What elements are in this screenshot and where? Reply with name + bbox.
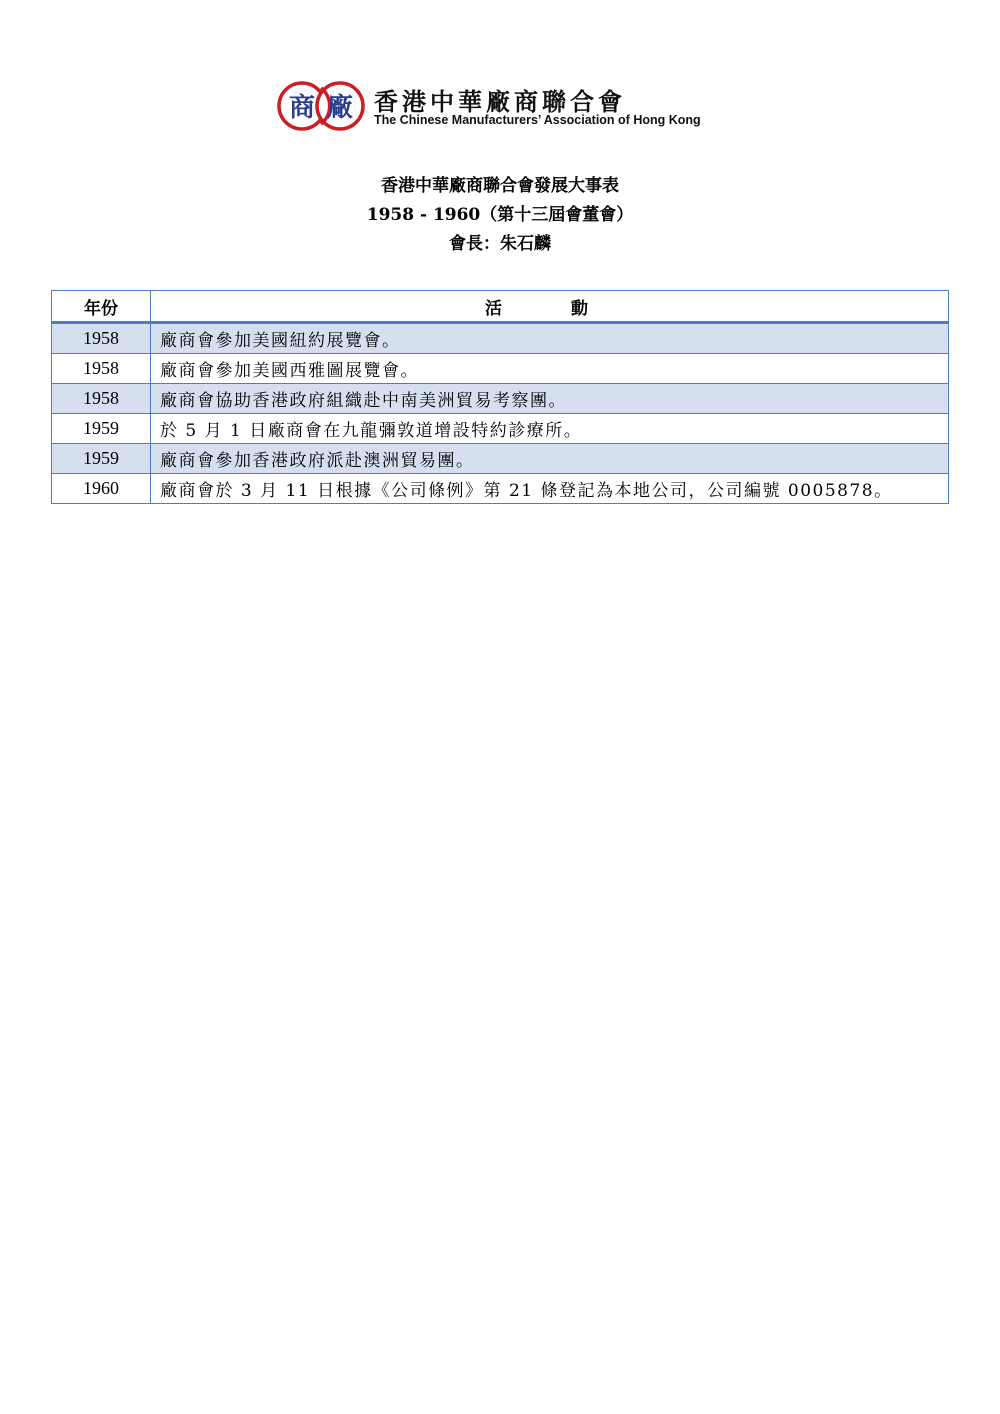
row-activity: 廠商會參加美國西雅圖展覽會。	[151, 354, 949, 384]
row-activity: 廠商會於 3 月 11 日根據《公司條例》第 21 條登記為本地公司，公司編號 0005878。	[151, 474, 949, 504]
row-year: 1958	[52, 323, 151, 354]
cma-emblem-icon	[276, 80, 368, 132]
row-activity: 於 5 月 1 日廠商會在九龍彌敦道增設特約診療所。	[151, 414, 949, 444]
document-period: 1958 - 1960（第十三屆會董會）	[366, 205, 634, 225]
row-year: 1959	[52, 444, 151, 474]
org-name-en: The Chinese Manufacturers’ Association of Hong Kong	[374, 113, 701, 127]
document-chairman: 會長：朱石麟	[449, 234, 551, 254]
column-header-activity	[151, 291, 949, 323]
column-header-year: 年份	[52, 291, 151, 323]
org-logo	[276, 80, 736, 134]
events-table	[51, 290, 949, 504]
row-activity: 廠商會參加美國紐約展覽會。	[151, 323, 949, 354]
row-year: 1958	[52, 384, 151, 414]
table-row	[52, 444, 949, 474]
table-row	[52, 354, 949, 384]
row-year: 1959	[52, 414, 151, 444]
table-row	[52, 414, 949, 444]
row-activity: 廠商會參加香港政府派赴澳洲貿易團。	[151, 444, 949, 474]
row-activity: 廠商會協助香港政府組織赴中南美洲貿易考察團。	[151, 384, 949, 414]
table-header-row	[52, 291, 949, 323]
table-row	[52, 384, 949, 414]
column-header-activity-label: 活 動	[485, 298, 614, 319]
table-row	[52, 323, 949, 354]
table-row	[52, 474, 949, 504]
org-name-zh: 香港中華廠商聯合會	[374, 88, 626, 116]
document-title: 香港中華廠商聯合會發展大事表	[381, 176, 619, 196]
row-year: 1958	[52, 354, 151, 384]
logo-glyph-right: 廠	[326, 93, 354, 123]
logo-glyph-left: 商	[288, 93, 316, 123]
document-heading	[0, 172, 1000, 259]
row-year: 1960	[52, 474, 151, 504]
